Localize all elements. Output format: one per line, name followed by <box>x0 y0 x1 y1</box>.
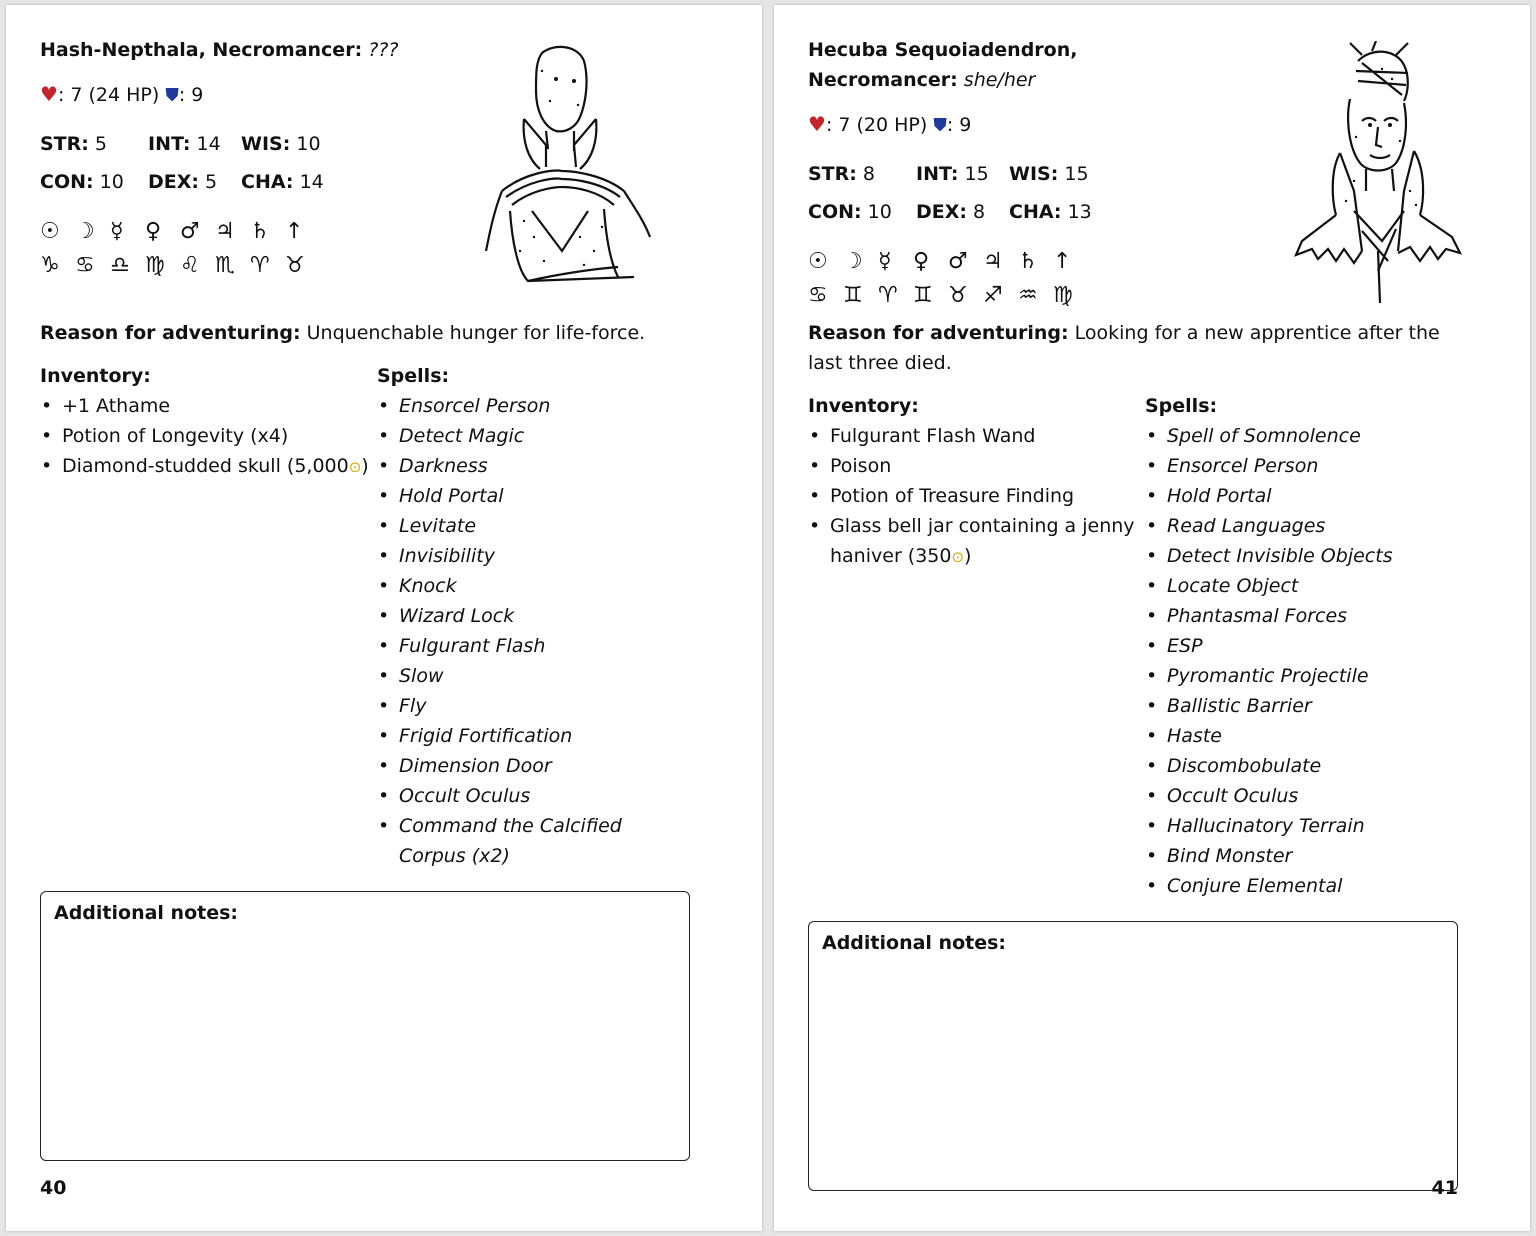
ability-scores <box>40 125 480 201</box>
inventory-list <box>40 391 377 482</box>
gold-coin-icon: ⊙ <box>348 458 362 476</box>
spell-item: • Fly <box>399 691 677 721</box>
character-class-line <box>808 65 1248 95</box>
character-name: Hecuba Sequoiadendron, <box>808 39 1078 61</box>
character-portrait <box>484 41 664 303</box>
spell-item: • Pyromantic Projectile <box>1167 661 1445 691</box>
spell-item: • Darkness <box>399 451 677 481</box>
zodiac-icon: ♋ <box>75 253 95 278</box>
spell-item: • Dimension Door <box>399 751 677 781</box>
character-header <box>40 35 480 283</box>
astrology-glyphs <box>40 215 480 283</box>
mercury-icon: ☿ <box>878 249 892 274</box>
spell-item: • Frigid Fortification <box>399 721 677 751</box>
heart-icon: ♥ <box>808 112 826 136</box>
shield-icon: ⛊ <box>165 85 179 106</box>
stat-str: STR: 5 <box>40 133 108 155</box>
zodiac-glyph-row <box>808 279 1248 313</box>
zodiac-icon: ♉ <box>948 283 968 308</box>
list-item: • Diamond-studded skull (5,000⊙) <box>62 451 377 482</box>
spells-heading: Spells: <box>377 365 450 387</box>
zodiac-icon: ♒ <box>1018 283 1038 308</box>
character-class: Necromancer: <box>808 69 958 91</box>
zodiac-icon: ♏ <box>215 253 235 278</box>
shield-icon: ⛊ <box>933 115 947 136</box>
spell-item: • Haste <box>1167 721 1445 751</box>
pronouns: she/her <box>963 69 1036 91</box>
saturn-icon: ♄ <box>1018 249 1038 274</box>
armor-class: : 9 <box>946 114 972 136</box>
character-name: Hash-Nepthala, Necromancer: <box>40 39 363 61</box>
inventory-spells-columns <box>40 361 692 871</box>
list-item: • Potion of Treasure Finding <box>830 481 1145 511</box>
zodiac-icon: ♊ <box>843 283 863 308</box>
spell-item: • Fulgurant Flash <box>399 631 677 661</box>
page-right <box>774 5 1530 1231</box>
pronouns: ??? <box>368 39 399 61</box>
spell-item: • Conjure Elemental <box>1167 871 1445 901</box>
inventory-spells-columns <box>808 391 1460 901</box>
page-number: 41 <box>1431 1177 1458 1199</box>
ascendant-icon: ↑ <box>1053 249 1072 274</box>
sun-icon: ☉ <box>40 219 60 244</box>
zodiac-icon: ♑ <box>40 253 60 278</box>
spell-item: • Detect Magic <box>399 421 677 451</box>
spell-item: • Occult Oculus <box>1167 781 1445 811</box>
character-sheet-right <box>808 5 1460 1231</box>
additional-notes-box[interactable] <box>40 891 690 1161</box>
list-item: • Glass bell jar containing a jenny haniver (350⊙) <box>830 511 1145 572</box>
spell-item: • Ensorcel Person <box>1167 451 1445 481</box>
notes-heading: Additional notes: <box>54 902 238 924</box>
sun-icon: ☉ <box>808 249 828 274</box>
saturn-icon: ♄ <box>250 219 270 244</box>
page-number: 40 <box>40 1177 67 1199</box>
spell-item: • Hallucinatory Terrain <box>1167 811 1445 841</box>
stat-wis: WIS: 10 <box>241 133 321 155</box>
stat-dex: DEX: 5 <box>148 171 218 193</box>
zodiac-icon: ♈ <box>250 253 270 278</box>
mars-icon: ♂ <box>180 219 200 244</box>
jupiter-icon: ♃ <box>983 249 1003 274</box>
spell-item: • Command the Calcified Corpus (x2) <box>399 811 677 871</box>
zodiac-icon: ♉ <box>285 253 305 278</box>
heart-icon: ♥ <box>40 82 58 106</box>
ascendant-icon: ↑ <box>285 219 304 244</box>
spell-item: • Bind Monster <box>1167 841 1445 871</box>
spell-item: • Ballistic Barrier <box>1167 691 1445 721</box>
zodiac-icon: ♍ <box>145 253 165 278</box>
hit-points: (24 HP) <box>88 84 160 106</box>
zodiac-icon: ♎ <box>110 253 130 278</box>
moon-icon: ☽ <box>843 249 863 274</box>
spell-item: • Hold Portal <box>1167 481 1445 511</box>
zodiac-icon: ♋ <box>808 283 828 308</box>
mercury-icon: ☿ <box>110 219 124 244</box>
venus-icon: ♀ <box>145 219 162 244</box>
list-item: • Fulgurant Flash Wand <box>830 421 1145 451</box>
list-item: • Poison <box>830 451 1145 481</box>
spell-item: • Hold Portal <box>399 481 677 511</box>
inventory-heading: Inventory: <box>808 395 919 417</box>
reason-for-adventuring: Reason for adventuring: Looking for a new apprentice after the last three died. <box>808 322 1440 374</box>
spell-item: • Detect Invisible Objects <box>1167 541 1445 571</box>
page-left <box>6 5 762 1231</box>
stat-dex: DEX: 8 <box>916 201 986 223</box>
list-item: • Potion of Longevity (x4) <box>62 421 377 451</box>
spells-list <box>377 391 677 871</box>
notes-heading: Additional notes: <box>822 932 1006 954</box>
spell-item: • Slow <box>399 661 677 691</box>
jupiter-icon: ♃ <box>215 219 235 244</box>
planet-glyph-row <box>808 245 1248 279</box>
spells-section <box>1145 391 1445 901</box>
spell-item: • Levitate <box>399 511 677 541</box>
venus-icon: ♀ <box>913 249 930 274</box>
inventory-list <box>808 421 1145 572</box>
zodiac-icon: ♈ <box>878 283 898 308</box>
hp-ac-line <box>40 79 480 111</box>
armor-class: : 9 <box>178 84 204 106</box>
spell-item: • ESP <box>1167 631 1445 661</box>
ability-scores <box>808 155 1248 231</box>
hit-points: (20 HP) <box>856 114 928 136</box>
zodiac-icon: ♌ <box>180 253 200 278</box>
spells-list <box>1145 421 1445 901</box>
spell-item: • Read Languages <box>1167 511 1445 541</box>
spells-heading: Spells: <box>1145 395 1218 417</box>
spell-item: • Locate Object <box>1167 571 1445 601</box>
hit-dice: : 7 <box>57 84 83 106</box>
character-sheet-left <box>40 5 692 1231</box>
stat-int: INT: 15 <box>916 163 989 185</box>
stat-con: CON: 10 <box>808 201 892 223</box>
spell-item: • Ensorcel Person <box>399 391 677 421</box>
spell-item: • Invisibility <box>399 541 677 571</box>
stat-int: INT: 14 <box>148 133 221 155</box>
stat-cha: CHA: 14 <box>241 171 324 193</box>
inventory-heading: Inventory: <box>40 365 151 387</box>
zodiac-icon: ♊ <box>913 283 933 308</box>
inventory-section <box>40 361 377 871</box>
gold-coin-icon: ⊙ <box>951 548 965 566</box>
moon-icon: ☽ <box>75 219 95 244</box>
additional-notes-box[interactable] <box>808 921 1458 1191</box>
spells-section <box>377 361 677 871</box>
mars-icon: ♂ <box>948 249 968 274</box>
spell-item: • Discombobulate <box>1167 751 1445 781</box>
spell-item: • Wizard Lock <box>399 601 677 631</box>
stat-cha: CHA: 13 <box>1009 201 1092 223</box>
character-name-line <box>40 35 480 65</box>
inventory-section <box>808 391 1145 901</box>
zodiac-icon: ♍ <box>1053 283 1073 308</box>
reason-for-adventuring: Reason for adventuring: Unquenchable hunger for life-force. <box>40 322 646 344</box>
spell-item: • Spell of Somnolence <box>1167 421 1445 451</box>
spell-item: • Occult Oculus <box>399 781 677 811</box>
astrology-glyphs <box>808 245 1248 313</box>
stat-wis: WIS: 15 <box>1009 163 1089 185</box>
hit-dice: : 7 <box>825 114 851 136</box>
character-header <box>808 35 1248 313</box>
stat-str: STR: 8 <box>808 163 876 185</box>
planet-glyph-row <box>40 215 480 249</box>
spell-item: • Phantasmal Forces <box>1167 601 1445 631</box>
spell-item: • Knock <box>399 571 677 601</box>
character-portrait <box>1292 41 1472 303</box>
zodiac-glyph-row <box>40 249 480 283</box>
hp-ac-line <box>808 109 1248 141</box>
stat-con: CON: 10 <box>40 171 124 193</box>
list-item: • +1 Athame <box>62 391 377 421</box>
zodiac-icon: ♐ <box>983 283 1003 308</box>
